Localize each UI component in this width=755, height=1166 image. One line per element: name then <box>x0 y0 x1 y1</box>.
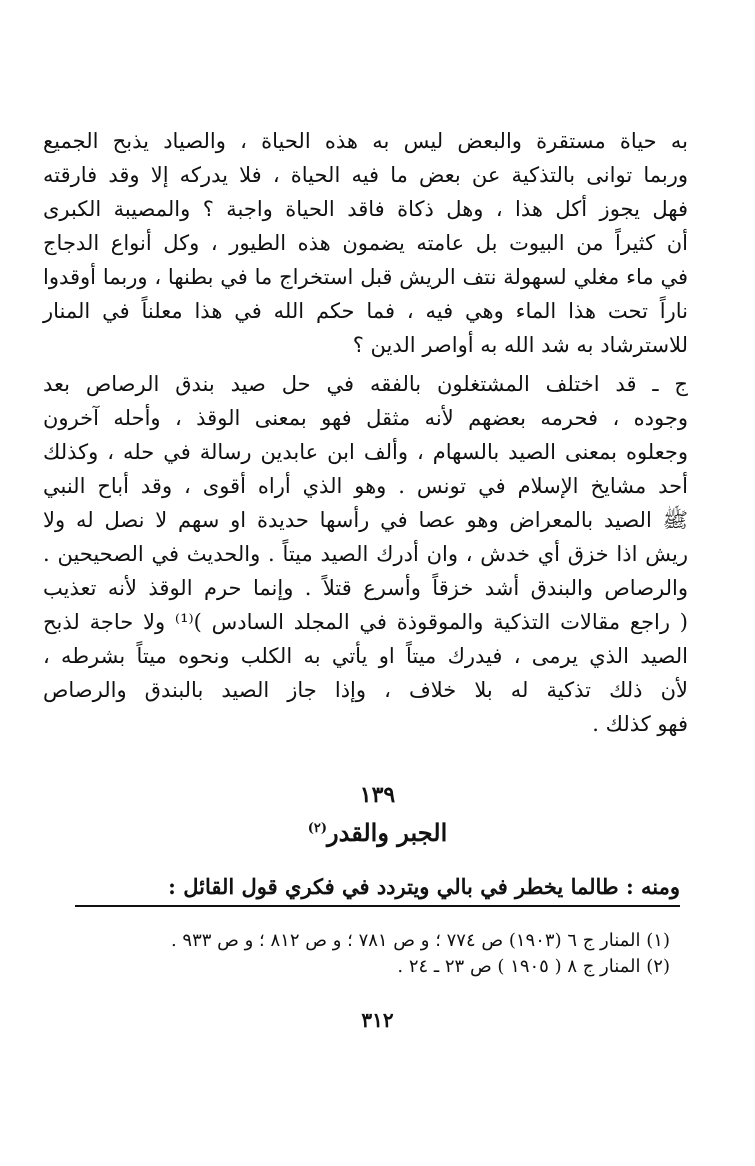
answer-line: الصيد الذي يرمى ، فيدرك ميتاً او يأتي به الكلب ونحوه ميتاً بشرطه ، <box>43 644 688 668</box>
answer-line: فهو كذلك . <box>592 712 688 736</box>
answer-line: وجعلوه بمعنى الصيد بالسهام ، وألف ابن عابدين رسالة في حله ، وكذلك <box>43 440 688 464</box>
answer-line: والرصاص والبندق أشد خزقاً وأسرع قتلاً . وإنما حرم الوقذ لأنه تعذيب <box>43 576 688 600</box>
question-line: فهل يجوز أكل هذا ، وهل ذكاة فاقد الحياة واجبة ؟ والمصيبة الكبرى <box>43 197 688 221</box>
footnote-separator <box>75 905 680 907</box>
answer-line: ( راجع مقالات التذكية والموقوذة في المجلد السادس )⁽¹⁾ ولا حاجة لذبح <box>43 610 688 634</box>
answer-line: لأن ذلك تذكية له بلا خلاف ، وإذا جاز الصيد بالبندق والرصاص <box>43 678 688 702</box>
intro-line: ومنه : طالما يخطر في بالي ويتردد في فكري قول القائل : <box>168 874 680 899</box>
section-title-text: الجبر والقدر <box>327 818 448 847</box>
answer-line: ج ـ قد اختلف المشتغلون بالفقه في حل صيد بندق الرصاص بعد <box>43 372 688 396</box>
section-title-footnote-ref: (٢) <box>307 821 328 836</box>
answer-line: وجوده ، فحرمه بعضهم لأنه مثقل فهو بمعنى الوقذ ، وأحله آخرون <box>43 406 688 430</box>
answer-line: ﷺ الصيد بالمعراض وهو عصا في رأسها حديدة او سهم لا نصل له ولا <box>43 508 688 532</box>
question-line: وربما توانى بالتذكية عن بعض ما فيه الحياة ، فلا يدركه إلا وقد فارقته <box>43 163 688 187</box>
section-number: ١٣٩ <box>359 782 396 808</box>
page-number: ٣١٢ <box>361 1008 394 1032</box>
footnote: (١) المنار ج ٦ (١٩٠٣) ص ٧٧٤ ؛ و ص ٧٨١ ؛ و ص ٨١٢ ؛ و ص ٩٣٣ . <box>170 930 670 951</box>
section-title <box>0 818 755 847</box>
question-line: به حياة مستقرة والبعض ليس به هذه الحياة ، والصياد يذبح الجميع <box>43 129 688 153</box>
question-line: أن كثيراً من البيوت بل عامته يضمون هذه الطيور ، وكل أنواع الدجاج <box>43 231 688 255</box>
answer-line: ريش اذا خزق أي خدش ، وان أدرك الصيد ميتاً . والحديث في الصحيحين . <box>43 542 688 566</box>
footnote: (٢) المنار ج ٨ ( ١٩٠٥ ) ص ٢٣ ـ ٢٤ . <box>397 956 670 977</box>
question-line: للاسترشاد به شد الله به أواصر الدين ؟ <box>352 333 688 357</box>
answer-line: أحد مشايخ الإسلام في تونس . وهو الذي أراه أقوى ، وقد أباح النبي <box>43 474 688 498</box>
question-line: ناراً تحت هذا الماء وهي فيه ، فما حكم الله في هذا معلناً في المنار <box>43 299 688 323</box>
question-line: في ماء مغلي لسهولة نتف الريش قبل استخراج ما في بطنها ، وربما أوقدوا <box>43 265 688 289</box>
